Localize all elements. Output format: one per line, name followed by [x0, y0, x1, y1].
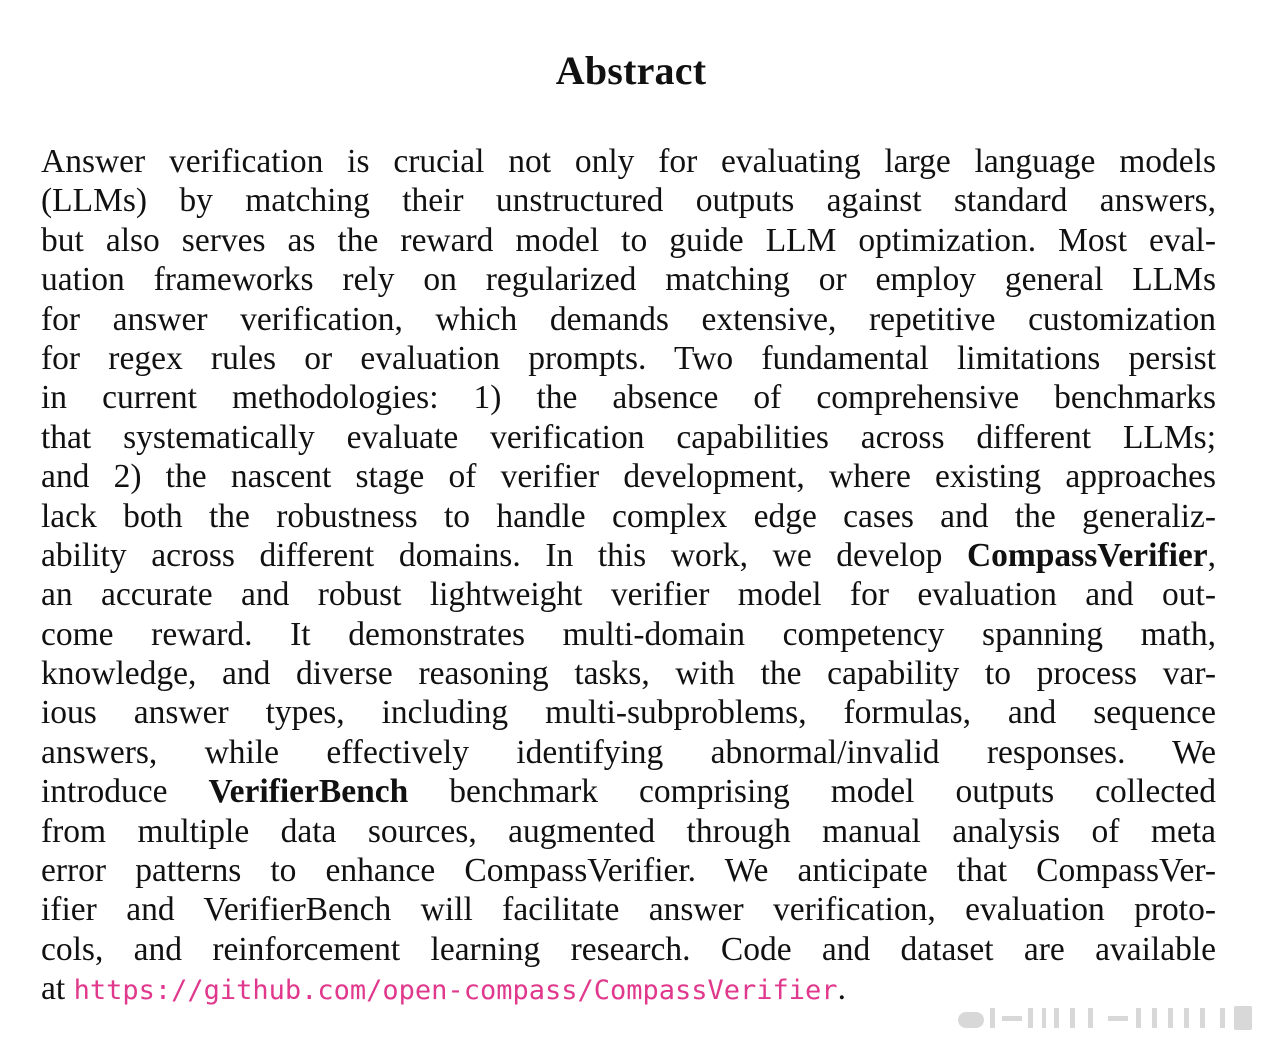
abstract-line [41, 693, 1216, 732]
abstract-line [41, 851, 1216, 890]
abstract-line [41, 812, 1216, 851]
abstract-line [41, 615, 1216, 654]
github-link[interactable]: https://github.com/open-compass/CompassVerifier [73, 975, 838, 1007]
line-text: that systematically evaluate verification capabilities across different LLMs; [41, 418, 1216, 456]
line-text: (LLMs) by matching their unstructured outputs against standard answers, [41, 182, 1216, 220]
abstract-line [41, 969, 1216, 1008]
watermark-bars-icon [958, 1006, 1254, 1032]
verifierbench-term: VerifierBench [208, 773, 409, 811]
abstract-line [41, 142, 1216, 181]
abstract-line [41, 300, 1216, 339]
line-text: an accurate and robust lightweight verifier model for evaluation and out- [41, 576, 1216, 614]
line-text: cols, and reinforcement learning research. Code and dataset are available [41, 930, 1216, 968]
abstract-line [41, 536, 1216, 575]
abstract-title: Abstract [555, 48, 707, 93]
line-text: ious answer types, including multi-subproblems, formulas, and sequence [41, 694, 1216, 732]
line-text: ability across different domains. In this work, we develop [41, 536, 967, 574]
line-text: knowledge, and diverse reasoning tasks, with the capability to process var- [41, 655, 1216, 693]
abstract-line [41, 378, 1216, 417]
line-text: . [837, 970, 846, 1008]
abstract-line [41, 457, 1216, 496]
line-text: at [41, 970, 74, 1008]
abstract-line [41, 772, 1216, 811]
line-text: Answer verification is crucial not only for evaluating large language models [41, 143, 1216, 180]
line-text: lack both the robustness to handle complex edge cases and the generaliz- [41, 497, 1216, 535]
line-text: for regex rules or evaluation prompts. Two fundamental limitations persist [41, 339, 1216, 377]
line-text: error patterns to enhance CompassVerifier. We anticipate that CompassVer- [41, 852, 1216, 890]
line-text: in current methodologies: 1) the absence of comprehensive benchmarks [41, 379, 1216, 417]
abstract-line [41, 418, 1216, 457]
abstract-line [41, 221, 1216, 260]
abstract-line [41, 181, 1216, 220]
line-text: introduce [41, 773, 209, 811]
abstract-line [41, 890, 1216, 929]
abstract-line [41, 733, 1216, 772]
line-text: answers, while effectively identifying abnormal/invalid responses. We [41, 733, 1216, 771]
compassverifier-term: CompassVerifier [966, 536, 1208, 574]
abstract-line [41, 654, 1216, 693]
line-text: and 2) the nascent stage of verifier development, where existing approaches [41, 458, 1216, 496]
line-text: come reward. It demonstrates multi-domain competency spanning math, [41, 615, 1216, 653]
line-text: uation frameworks rely on regularized matching or employ general LLMs [41, 261, 1216, 299]
abstract-line [41, 497, 1216, 536]
abstract-body [41, 142, 1216, 1009]
line-text: for answer verification, which demands extensive, repetitive customization [41, 300, 1216, 338]
abstract-line [41, 930, 1216, 969]
abstract-line [41, 575, 1216, 614]
line-text: ifier and VerifierBench will facilitate answer verification, evaluation proto- [41, 891, 1216, 929]
line-text: , [1207, 536, 1216, 574]
abstract-line [41, 339, 1216, 378]
line-text: but also serves as the reward model to guide LLM optimization. Most eval- [41, 221, 1216, 259]
line-text: benchmark comprising model outputs collected [408, 773, 1216, 811]
abstract-line [41, 260, 1216, 299]
line-text: from multiple data sources, augmented through manual analysis of meta [41, 812, 1216, 850]
